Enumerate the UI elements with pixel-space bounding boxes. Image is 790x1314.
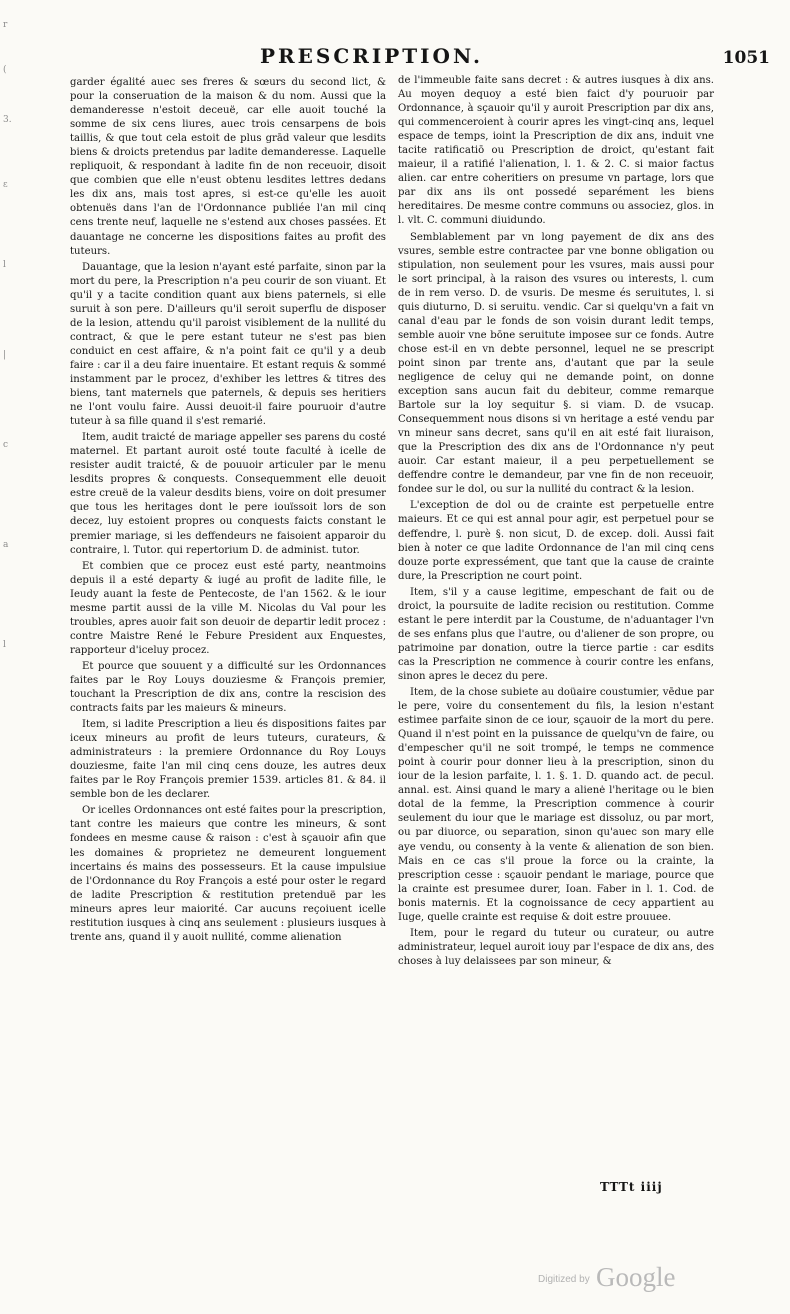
left-margin-marks xyxy=(3,20,29,700)
paragraph: Item, de la chose subiete au doüaire coustumier, vēdue par le pere, voire du consentement du fils, la lesion n'estant estimee parfaite sinon de ce iour, sçauoir de la mort du pere. Quand il n'est point en la puissance de quelqu'vn de faire, ou d'empescher qu'il ne soit trompé, le temps ne commence point à courir pour donner lieu à la prescription, sinon du iour de la lesion parfaite, l. 1. §. 1. D. quando act. de pecul. annal. est. Ainsi quand le mary a alienė l'heritage ou le bien dotal de la femme, la Prescription commence à courir seulement du iour que le mariage est dissoluz, ou par mort, ou par diuorce, ou separation, sinon qu'auec son mary elle aye vendu, ou consenty à la vente & alienation de son bien. Mais en ce cas s'il proue la force ou la crainte, la prescription cesse : sçauoir pendant le mariage, pource que la crainte est presumee durer, Ioan. Faber in l. 1. Cod. de bonis maternis. Et la cognoissance de cecy appartient au Iuge, quelle crainte est requise & doit estre prouuee. xyxy=(398,687,714,923)
margin-mark: l xyxy=(3,640,6,650)
signature-mark: TTTt iiij xyxy=(600,1180,663,1194)
paragraph: Et pource que souuent y a difficulté sur les Ordonnances faites par le Roy Louys douziesme & François premier, touchant la Prescription de dix ans, contre la rescision des contracts faits par les maieurs & mineurs. xyxy=(70,660,386,715)
paragraph: L'exception de dol ou de crainte est perpetuelle entre maieurs. Et ce qui est annal pour agir, est perpetuel pour se deffendre, l. purè §. non sicut, D. de excep. doli. Aussi fait bien à noter ce que ladite Ordonnance de l'an mil cinq cens douze porte expressément, que tant que la cause de crainte dure, la Prescription ne court point. xyxy=(398,500,714,582)
margin-mark: r xyxy=(3,20,8,30)
paragraph: de l'immeuble faite sans decret : & autres iusques à dix ans. Au moyen dequoy a esté bien faict d'y pouruoir par Ordonnance, à sçauoir qu'il y auroit Prescription par dix ans, qui commenceroient à courir apres les vingt-cinq ans, lequel espace de temps, ioint la Prescription de dix ans, induit vne tacite ratificatiō ou Prescription de droict, qu'estant fait maieur, il a ratifié l'alienation, l. 1. & 2. C. si maior factus alien. car entre coheritiers on presume vn partage, lors que par dix ans ils ont possedé separément les biens hereditaires. De mesme contre communs ou associez, glos. in l. vlt. C. communi diuidundo. xyxy=(398,75,714,227)
right-column xyxy=(398,74,714,971)
margin-mark: 3. xyxy=(3,115,12,125)
paragraph: Dauantage, que la lesion n'ayant esté parfaite, sinon par la mort du pere, la Prescription n'a peu courir de son viuant. Et qu'il y a tacite condition quant aux biens paternels, si elle suruit à son pere. D'ailleurs qu'il seroit superflu de disposer de la lesion, attendu qu'il paroist visiblement de la nullité du contract, & que le pere estant tuteur ne s'est pas bien conduict en cest affaire, & n'a point fait ce qu'il y a deub faire : car il a deu faire inuentaire. Et estant requis & sommé instamment par le procez, d'exhiber les lettres & titres des biens, tant maternels que paternels, & depuis ses heritiers ne l'ont voulu faire. Aussi deuoit-il faire pouruoir d'autre tuteur à sa fille quand il s'est remarié. xyxy=(70,261,386,428)
google-logo: Google xyxy=(596,1262,676,1292)
margin-mark: ( xyxy=(3,65,7,75)
paragraph: Item, s'il y a cause legitime, empeschant de fait ou de droict, la poursuite de ladite recision ou restitution. Comme estant le pere interdit par la Coustume, de n'aduantager l'vn de ses enfans plus que l'autre, ou d'aliener de son propre, ou patrimoine par donation, outre la tierce partie : car esdits cas la Prescription ne commence à courir contre les enfans, sinon apres le decez du pere. xyxy=(398,586,714,682)
paragraph: Item, audit traicté de mariage appeller ses parens du costé maternel. Et partant auroit osté toute faculté à icelle de resister audit traicté, & de pouuoir articuler par le menu lesdits propres & conquests. Consequemment elle deuoit estre creuë de la valeur desdits biens, voire on doit presumer que tous les heritages dont le pere iouïssoit lors de son decez, luy estoient propres ou conquests faicts constant le premier mariage, si les deffendeurs ne faisoient apparoir du contraire, l. Tutor. qui repertorium D. de administ. tutor. xyxy=(70,432,386,556)
left-column xyxy=(70,76,386,947)
running-head xyxy=(70,44,770,74)
paragraph: Item, si ladite Prescription a lieu és dispositions faites par iceux mineurs au profit de leurs tuteurs, curateurs, & administrateurs : la premiere Ordonnance du Roy Louys douziesme, faite l'an mil cinq cens douze, les autres deux faites par le Roy François premier 1539. articles 81. & 84. il semble bon de les declarer. xyxy=(70,719,386,801)
paragraph: Et combien que ce procez eust esté party, neantmoins depuis il a esté departy & iugé au profit de ladite fille, le Ieudy auant la feste de Pentecoste, de l'an 1562. & le iour mesme partit aussi de la ville M. Nicolas du Val pour les troubles, apres auoir fait son deuoir de departir ledit procez : contre Maistre René le Febure President aux Enquestes, rapporteur d'iceluy procez. xyxy=(70,560,386,656)
page-number: 1051 xyxy=(722,48,770,68)
margin-mark: | xyxy=(3,350,7,360)
paragraph: Or icelles Ordonnances ont esté faites pour la prescription, tant contre les maieurs que contre les mineurs, & sont fondees en mesme cause & raison : c'est à sçauoir afin que les domaines & proprietez ne demeurent longuement incertains és mains des possesseurs. Et la cause impulsiue de l'Ordonnance du Roy François a esté pour oster le regard de ladite Prescription & restitution pretenduë par les mineurs apres leur maiorité. Car aucuns reçoiuent icelle restitution iusques à cinq ans seulement : plusieurs iusques à trente ans, quand il y auoit nullité, comme alienation xyxy=(70,805,386,943)
paragraph: garder égalité auec ses freres & sœurs du second lict, & pour la conseruation de la maison & du nom. Aussi que la demanderesse n'estoit deceuë, car elle auoit touché la somme de six cens liures, auec trois censarpens de bois taillis, & que tout cela estoit de plus grād valeur que lesdits biens & droicts pretendus par ladite demanderesse. Laquelle repliquoit, & respondant à ladite fin de non receuoir, disoit que combien que elle n'eust obtenu lesdites lettres dedans les dix ans, mais tost apres, si est-ce qu'elle les auoit obtenuës dans l'an de l'Ordonnance publiée l'an mil cinq cens trente neuf, laquelle ne s'estend aux choses passées. Et dauantage ne concerne les dispositions faites au profit des tuteurs. xyxy=(70,77,386,257)
margin-mark: c xyxy=(3,440,9,450)
paragraph: Semblablement par vn long payement de dix ans des vsures, semble estre contractee par vne bonne obligation ou stipulation, non seulement pour les vsures, mais aussi pour le sort principal, à la raison des vsures ou interests, l. cum de in rem verso. D. de vsuris. De mesme és seruitutes, l. si quis diuturno, D. si seruitu. vendic. Car si quelqu'vn a fait vn canal d'eau par le fonds de son voisin durant ledit temps, semble auoir vne bōne seruitute imposee sur ce fonds. Autre chose est-il en vn debte personnel, lequel ne se prescript point sinon par trente ans, d'autant que par la seule negligence de celuy qui ne demande point, on donne exception sans aucun fait du debiteur, comme remarque Bartole sur la loy sequitur §. si viam. D. de vsucap. Consequemment nous disons si vn heritage a esté vendu par vn mineur sans decret, sans qu'il en ait esté fait liuraison, que la Prescription des dix ans de l'Ordonnance n'y peut auoir. Car estant maieur, il a peu perpetuellement se deffendre contre le demandeur, par vne fin de non receuoir, fondee sur le dol, ou sur la nullité du contract & la lesion. xyxy=(398,231,714,496)
margin-mark: l xyxy=(3,260,6,270)
margin-mark: ε xyxy=(3,180,8,190)
stamp-prefix: Digitized by xyxy=(538,1274,590,1285)
running-title: PRESCRIPTION. xyxy=(260,44,483,68)
digitization-stamp xyxy=(538,1262,708,1302)
margin-mark: a xyxy=(3,540,9,550)
paragraph: Item, pour le regard du tuteur ou curateur, ou autre administrateur, lequel auroit iouy par l'espace de dix ans, des choses à luy delaissees par son mineur, & xyxy=(398,927,714,967)
